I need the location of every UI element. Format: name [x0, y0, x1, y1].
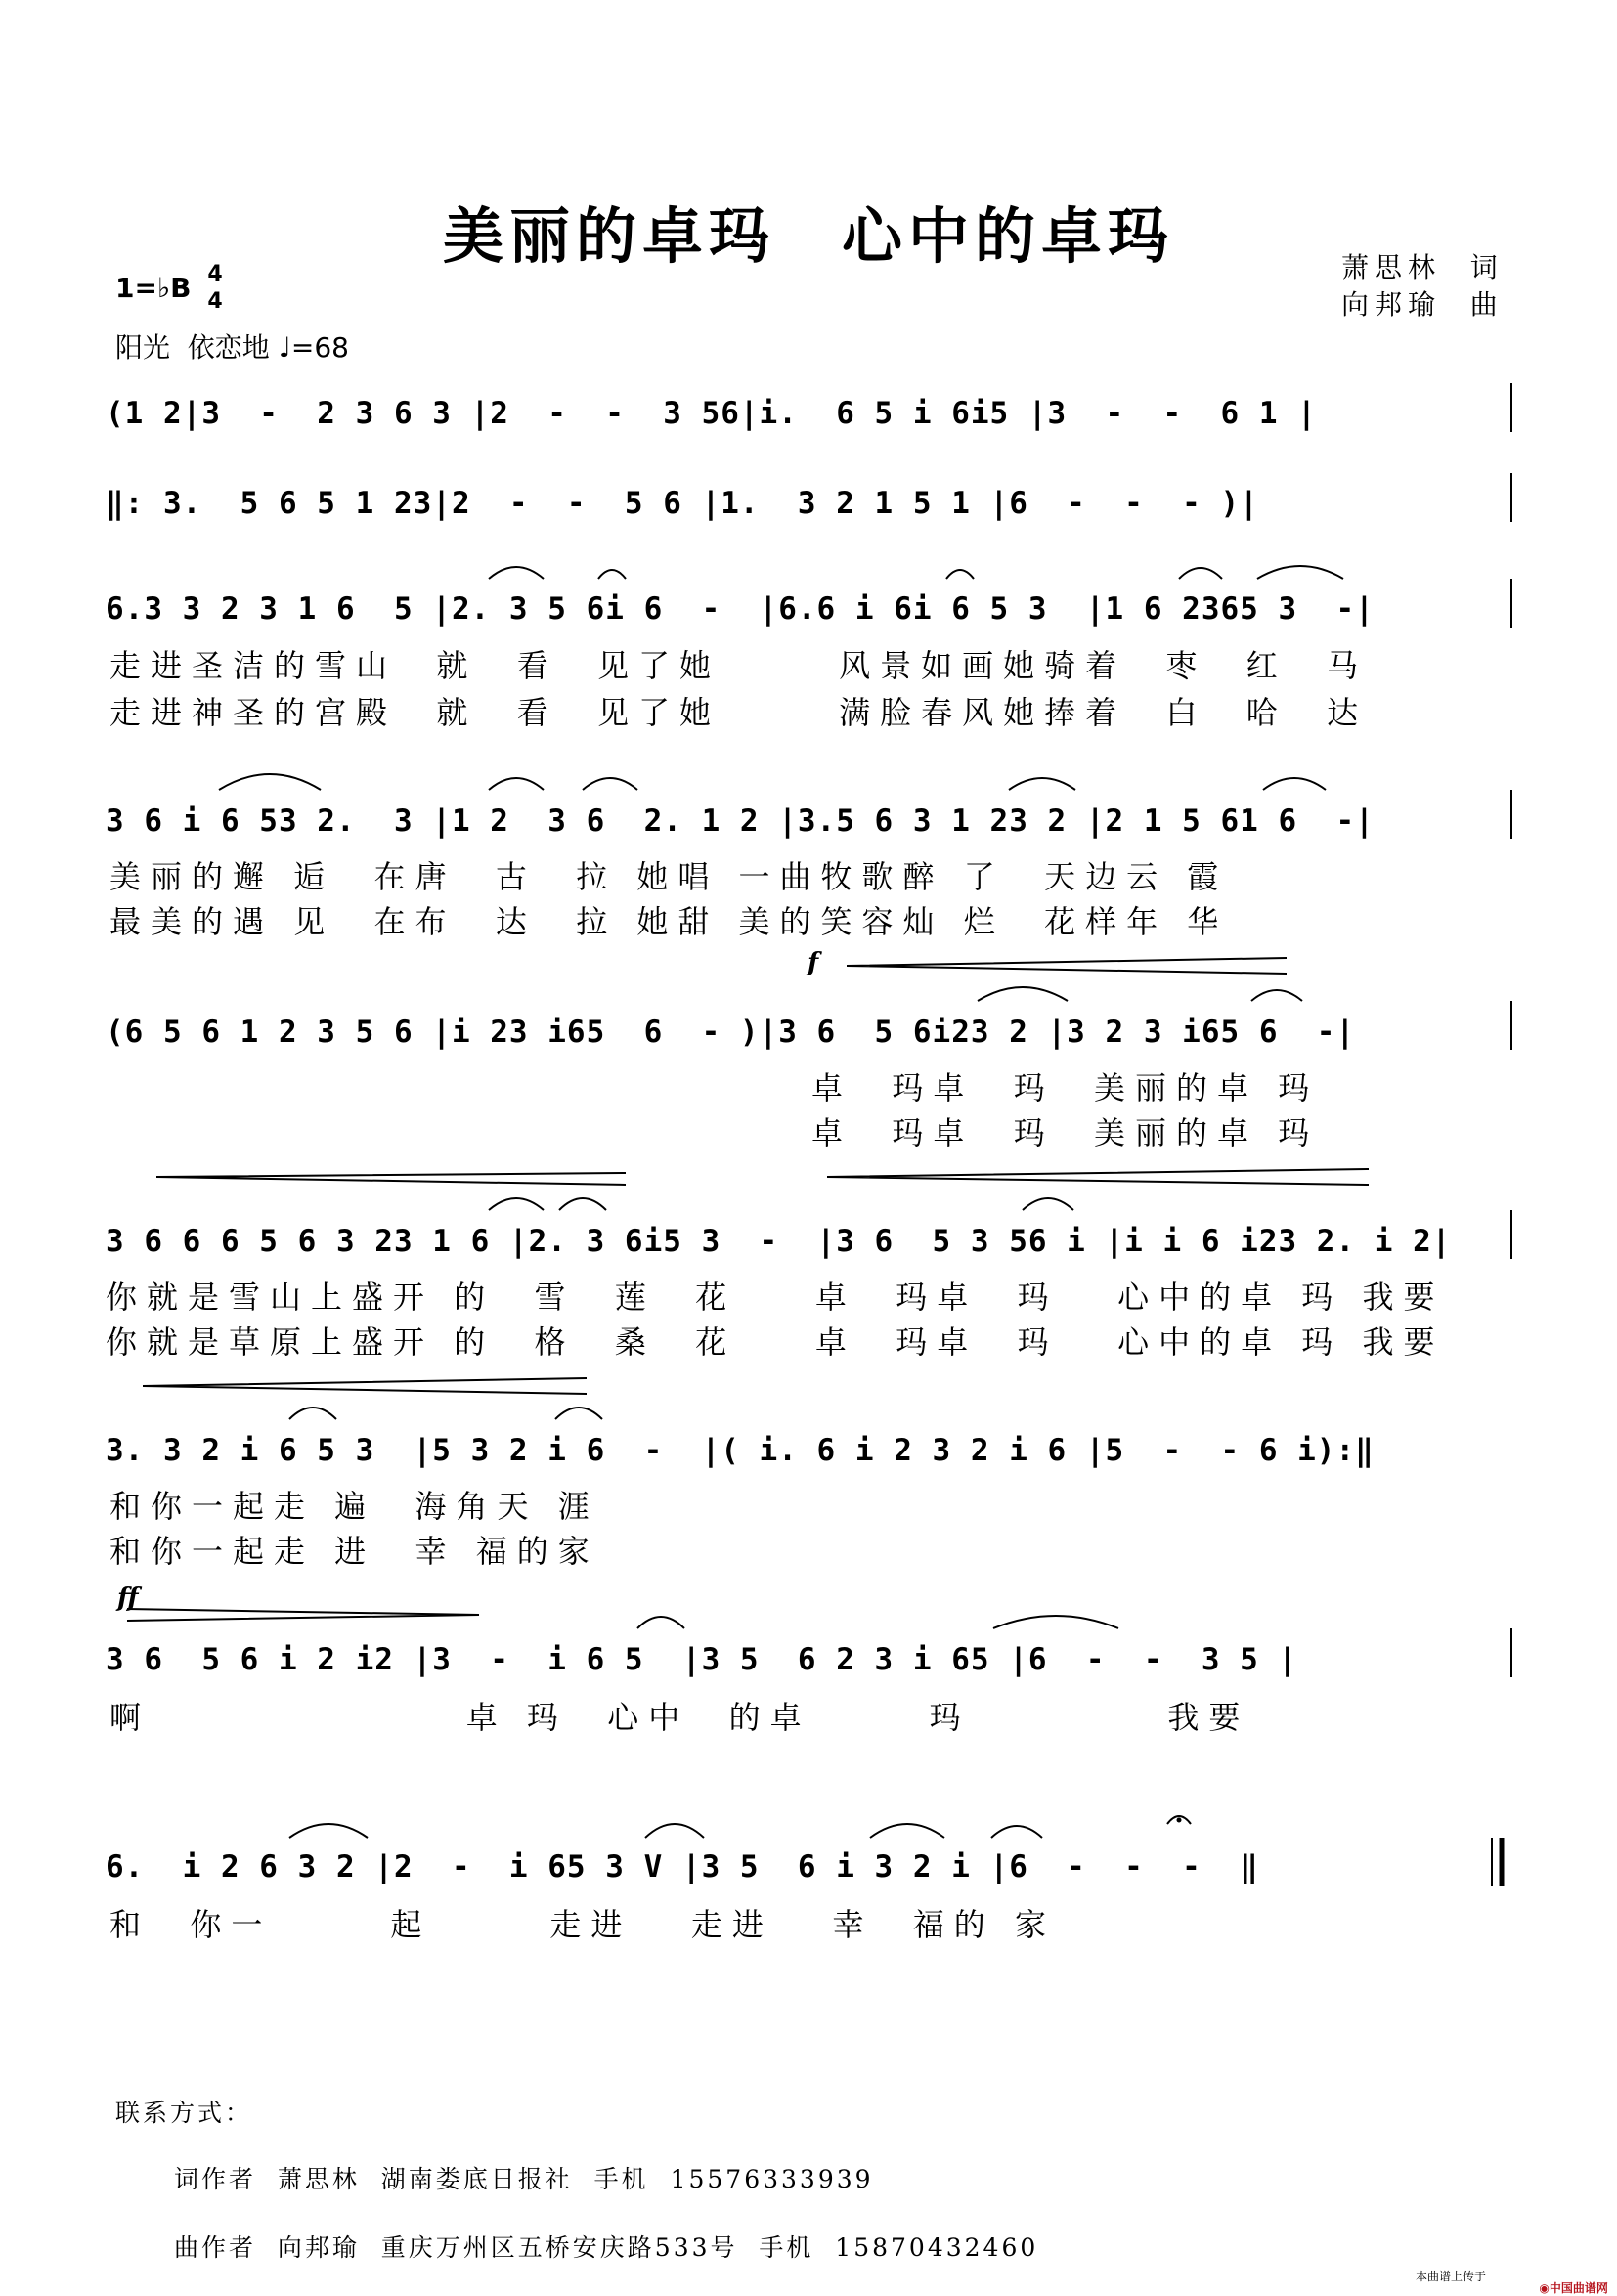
system-1-notes: (1 2|3 - 2 3 6 3 |2 - - 3 56|i. 6 5 i 6i5 |3 - - 6 1 |	[106, 396, 1317, 431]
system-3-notes: 6.3 3 2 3 1 6 5 |2. 3 5 6i 6 - |6.6 i 6i 6 5 3 |1 6 2365 3 -|	[106, 591, 1375, 627]
composer-credit: 向邦瑜 曲	[1341, 288, 1504, 321]
system-5-lyrics-verse-1: 卓 玛卓 玛 美丽的卓 玛	[811, 1069, 1320, 1106]
site-logo-text: 中国曲谱网	[1549, 2281, 1608, 2295]
system-6-lyrics-verse-1: 你就是雪山上盛开 的 雪 莲 花 卓 玛卓 玛 心中的卓 玛 我要	[106, 1278, 1445, 1316]
system-4-notes: 3 6 i 6 53 2. 3 |1 2 3 6 2. 1 2 |3.5 6 3 1 23 2 |2 1 5 61 6 -|	[106, 803, 1375, 839]
lyricist-credit: 萧思林 词	[1341, 251, 1504, 283]
site-logo	[1531, 2266, 1608, 2296]
system-7-notes: 3. 3 2 i 6 5 3 |5 3 2 i 6 - |( i. 6 i 2 3 2 i 6 |5 - - 6 i):‖	[106, 1433, 1375, 1468]
page-title: 美丽的卓玛 心中的卓玛	[442, 200, 1174, 272]
dynamic-forte: f	[808, 948, 819, 977]
system-9-notes: 6. i 2 6 3 2 |2 - i 65 3 V |3 5 6 i 3 2 i |6 - - - ‖	[106, 1849, 1259, 1884]
system-8-lyrics: 啊 卓 玛 心中 的卓 玛 我要	[109, 1699, 1250, 1736]
contact-lyricist: 词作者 萧思林 湖南娄底日报社 手机 15576333939	[174, 2165, 874, 2193]
site-logo-icon: ◉	[1539, 2281, 1550, 2295]
system-8-notes: 3 6 5 6 i 2 i2 |3 - i 6 5 |3 5 6 2 3 i 65 |6 - - 3 5 |	[106, 1642, 1298, 1677]
system-9-lyrics: 和 你一 起 走进 走进 幸 福的 家	[109, 1906, 1056, 1943]
system-3-lyrics-verse-2: 走进神圣的宫殿 就 看 见了她 满脸春风她捧着 白 哈 达	[109, 694, 1369, 731]
meter-top: 4	[207, 262, 223, 286]
key-signature: 1=♭B	[115, 272, 192, 304]
tempo-marking: 阳光 依恋地 ♩=68	[115, 331, 349, 364]
system-7-lyrics-verse-1: 和你一起走 遍 海角天 涯	[109, 1488, 599, 1525]
system-5-notes: (6 5 6 1 2 3 5 6 |i 23 i65 6 - )|3 6 5 6i23 2 |3 2 3 i65 6 -|	[106, 1015, 1356, 1050]
system-2-notes: ‖: 3. 5 6 5 1 23|2 - - 5 6 |1. 3 2 1 5 1 |6 - - - )|	[106, 486, 1259, 521]
system-4-lyrics-verse-1: 美丽的邂 逅 在唐 古 拉 她唱 一曲牧歌醉 了 天边云 霞	[109, 858, 1229, 895]
contact-composer: 曲作者 向邦瑜 重庆万州区五桥安庆路533号 手机 15870432460	[174, 2233, 1039, 2262]
system-5-lyrics-verse-2: 卓 玛卓 玛 美丽的卓 玛	[811, 1114, 1320, 1151]
system-7-lyrics-verse-2: 和你一起走 进 幸 福的家	[109, 1533, 599, 1570]
dynamic-fortissimo: ff	[117, 1583, 139, 1613]
meter-bottom: 4	[207, 289, 223, 314]
contact-heading: 联系方式：	[115, 2099, 253, 2127]
system-6-lyrics-verse-2: 你就是草原上盛开 的 格 桑 花 卓 玛卓 玛 心中的卓 玛 我要	[106, 1323, 1445, 1361]
system-3-lyrics-verse-1: 走进圣洁的雪山 就 看 见了她 风景如画她骑着 枣 红 马	[109, 647, 1369, 684]
system-6-notes: 3 6 6 6 5 6 3 23 1 6 |2. 3 6i5 3 - |3 6 5 3 56 i |i i 6 i23 2. i 2|	[106, 1224, 1452, 1259]
footer-upload-text: 本曲谱上传于	[1416, 2270, 1487, 2283]
system-4-lyrics-verse-2: 最美的遇 见 在布 达 拉 她甜 美的笑容灿 烂 花样年 华	[109, 903, 1229, 940]
